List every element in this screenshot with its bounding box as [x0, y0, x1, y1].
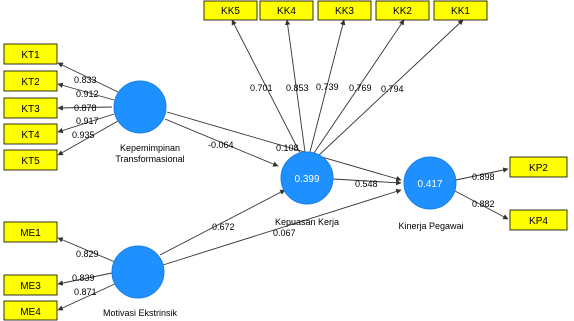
- indicator-kt4[interactable]: [4, 124, 57, 144]
- indicator-kk1[interactable]: [434, 1, 487, 20]
- indicator-kt2[interactable]: [4, 71, 57, 91]
- loading-kp4: 0.882: [472, 199, 495, 209]
- latent-kinerja-r2: 0.417: [417, 179, 443, 190]
- indicator-kk2[interactable]: [376, 1, 429, 20]
- path-coef-kepuasan-kinerja: 0.548: [355, 179, 378, 189]
- path-coef-kepemimpinan-kinerja: 0.108: [276, 143, 299, 153]
- indicator-kk4[interactable]: [260, 1, 313, 20]
- indicator-kp2[interactable]: [510, 157, 567, 177]
- loading-kt3: 0.878: [74, 103, 97, 113]
- indicator-me3[interactable]: [4, 275, 57, 295]
- loading-kk3: 0.739: [316, 82, 339, 92]
- latent-motivasi[interactable]: [112, 246, 164, 298]
- indicator-me1-label: ME1: [20, 228, 41, 239]
- latent-kepuasan-r2: 0.399: [294, 174, 320, 185]
- latent-kepuasan[interactable]: [281, 152, 333, 204]
- loading-kt1: 0.833: [74, 75, 97, 85]
- loading-me1: 0.829: [76, 249, 99, 259]
- indicator-kk1-label: KK1: [451, 6, 470, 17]
- indicator-kk5-label: KK5: [221, 6, 240, 17]
- indicator-kk2-label: KK2: [393, 6, 412, 17]
- loading-kk5: 0.701: [250, 83, 273, 93]
- loading-kt5: 0.935: [72, 130, 95, 140]
- indicator-kt3-label: KT3: [21, 104, 40, 115]
- indicator-kt5[interactable]: [4, 150, 57, 170]
- latent-motivasi-name: Motivasi Ekstrinsik: [102, 308, 178, 318]
- indicator-me4[interactable]: [4, 301, 57, 320]
- indicator-kk5[interactable]: [204, 1, 257, 20]
- latent-kinerja[interactable]: [404, 157, 456, 209]
- loading-kt2: 0.912: [76, 89, 99, 99]
- path-coef-kepemimpinan-kepuasan: -0.064: [208, 140, 234, 150]
- indicator-kp2-label: KP2: [529, 163, 548, 174]
- latent-kinerja-name: Kinerja Pegawai: [398, 221, 464, 231]
- latent-kepemimpinan-name-line1: Kepemimpinan: [119, 143, 181, 153]
- indicator-kt1-label: KT1: [21, 50, 40, 61]
- indicator-kk3-label: KK3: [335, 6, 354, 17]
- loading-kp2: 0.898: [472, 172, 495, 182]
- loading-kk1: 0.794: [381, 84, 404, 94]
- loading-kk4: 0.853: [286, 83, 309, 93]
- indicator-me3-label: ME3: [20, 281, 41, 292]
- latent-kepemimpinan[interactable]: [114, 81, 166, 133]
- indicator-me4-label: ME4: [20, 307, 41, 318]
- latent-kepemimpinan-name-line2: Transformasional: [115, 154, 185, 164]
- loading-kt4: 0.917: [76, 116, 99, 126]
- indicator-me1[interactable]: [4, 222, 57, 242]
- indicator-kt4-label: KT4: [21, 130, 40, 141]
- indicator-kt5-label: KT5: [21, 156, 40, 167]
- indicator-kt2-label: KT2: [21, 77, 40, 88]
- loading-me3: 0.839: [72, 273, 95, 283]
- indicator-kp4-label: KP4: [529, 216, 548, 227]
- latent-kepuasan-name: Kepuasan Kerja: [274, 217, 340, 227]
- path-coef-motivasi-kinerja: 0.067: [273, 228, 296, 238]
- indicator-kk3[interactable]: [318, 1, 371, 20]
- indicator-kt1[interactable]: [4, 44, 57, 64]
- loading-me4: 0.871: [74, 287, 97, 297]
- indicator-kp4[interactable]: [510, 210, 567, 230]
- loading-kk2: 0.769: [349, 83, 372, 93]
- indicator-kk4-label: KK4: [277, 6, 296, 17]
- indicator-kt3[interactable]: [4, 98, 57, 118]
- path-coef-motivasi-kepuasan: 0.672: [212, 222, 235, 232]
